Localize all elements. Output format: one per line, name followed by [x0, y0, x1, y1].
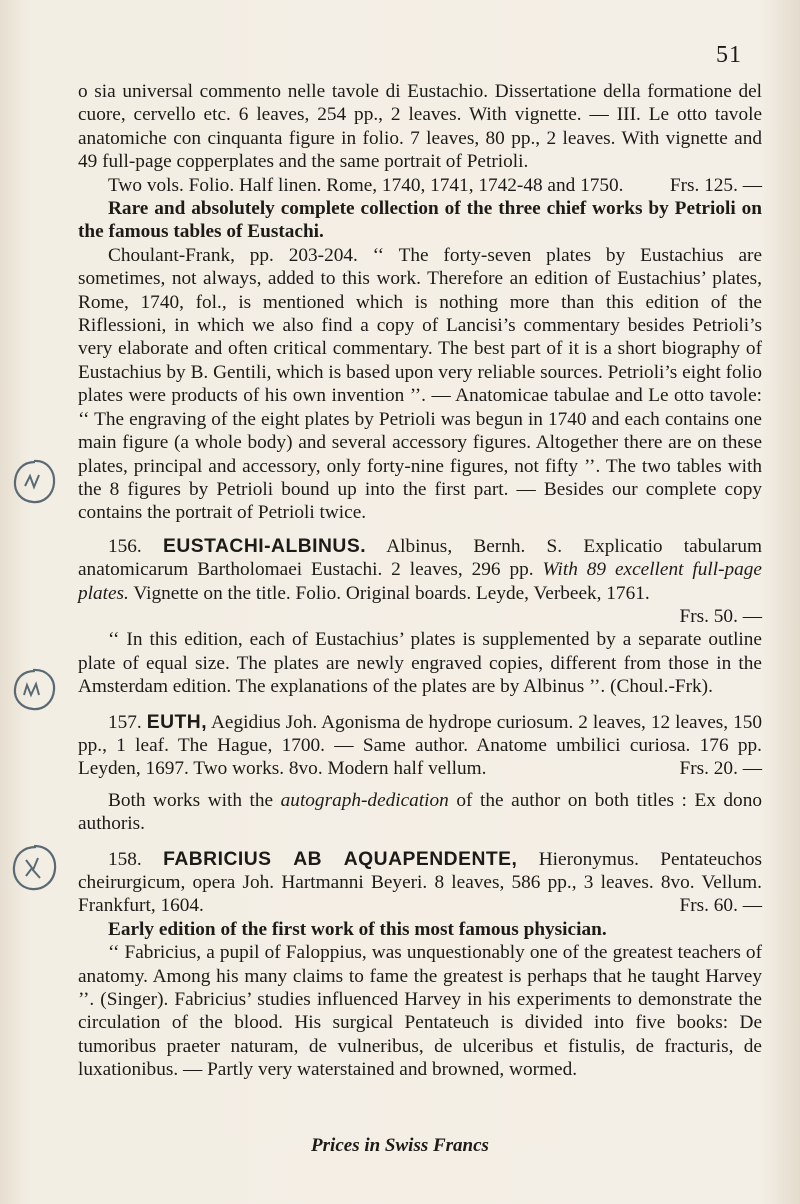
entry-note: ‘‘ In this edition, each of Eustachius’ plates is supplemented by a separate outline plate of equal size. The plates are newly engraved copies, different from those in the Amsterdam edition. The explanations of the plates are by Albinus ’’. (Choul.-Frk).: [78, 629, 762, 698]
entry-158: [78, 848, 762, 918]
page-footer: Prices in Swiss Francs: [311, 1135, 489, 1156]
entry-highlight: With 89 excellent full-page plates.: [78, 559, 762, 604]
entry-details: Vignette on the title. Folio. Original boards. Leyde, Verbeek, 1761.: [133, 582, 650, 604]
page-number: 51: [716, 42, 742, 68]
entry-157: [78, 711, 762, 781]
intro-note: Choulant-Frank, pp. 203-204. ‘‘ The forty-seven plates by Eustachius are sometimes, not always, added to this work. Therefore an edition of Eustachius’ plates, Rome, 1740, fol., is mentioned which is nothing more than this edition of the Riflessioni, in which we also find a copy of Lancisi’s commentary besides Petrioli’s very elaborate and often critical commentary. The best part of it is a short biography of Eustachius by B. Gentili, which is based upon very reliable sources. Petrioli’s eight folio plates were products of his own invention ’’. — Anatomicae tabulae and Le otto tavole: ‘‘ The engraving of the eight plates by Petrioli was begun in 1740 and each contains one main figure (a whole body) and several accessory figures. Altogether there are on these plates, principal and accessory, only forty-nine figures, not fifty ’’. The two tables with the 8 figures by Petrioli bound up into the first part. — Besides our complete copy contains the portrait of Petrioli twice.: [78, 244, 762, 524]
entry-number: 158.: [108, 848, 142, 870]
entry-price: Frs. 20. —: [679, 758, 762, 780]
entry-title: EUSTACHI-ALBINUS.: [162, 535, 367, 557]
entry-highlight: Early edition of the first work of this most famous physician.: [108, 918, 607, 940]
entry-note-emphasis: autograph-dedication: [280, 789, 449, 811]
entry-title: FABRICIUS AB AQUAPENDENTE,: [163, 848, 518, 870]
intro-price: Frs. 125. —: [669, 174, 762, 196]
entry-price: Frs. 50. —: [679, 605, 762, 627]
entry-title: EUTH,: [146, 711, 208, 733]
entry-note-prefix: Both works with the: [108, 789, 274, 811]
entry-description: Hieronymus. Pentateuchos cheirurgicum, opera Joh. Hartmanni Beyeri. 8 leaves, 586 pp., 3 leaves. 8vo. Vellum. Frankfurt, 1604.: [78, 848, 762, 917]
hand-drawn-circle-mark: [8, 456, 60, 508]
entry-note: ‘‘ Fabricius, a pupil of Faloppius, was unquestionably one of the greatest teachers of anatomy. Among his many claims to fame the greatest is perhaps that he taught Harvey ’’. (Singer). Fabricius’ studies influenced Harvey in his experiments to demonstrate the circulation of the blood. His surgical Pentateuch is divided into five books: De tumoribus praeter naturam, de vulneribus, de ulceribus et fistulis, de fracturis, de luxationibus. — Partly very waterstained and browned, wormed.: [78, 942, 762, 1081]
intro-paragraph: o sia universal commento nelle tavole di Eustachio. Dissertatione della formatione del cuore, cervello etc. 6 leaves, 254 pp., 2 leaves. With vignette. — III. Le otto tavole anatomiche con cinquanta figure in folio. 7 leaves, 80 pp., 2 leaves. With vignette and 49 full-page copperplates and the same portrait of Petrioli.: [78, 81, 762, 173]
entry-156: [78, 535, 762, 627]
intro-highlight: Rare and absolutely complete collection of the three chief works by Petrioli on the famous tables of Eustachi.: [78, 198, 762, 243]
entry-price: Frs. 60. —: [679, 895, 762, 917]
intro-publication-line: [78, 174, 762, 197]
catalogue-text: [78, 80, 762, 1082]
entry-description: Aegidius Joh. Agonisma de hydrope curiosum. 2 leaves, 12 leaves, 150 pp., 1 leaf. The Hague, 1700. — Same author. Anatome umbilici curiosa. 176 pp. Leyden, 1697. Two works. 8vo. Modern half vellum.: [78, 711, 762, 780]
entry-note: [78, 789, 762, 836]
hand-drawn-circle-mark: [8, 842, 60, 894]
intro-imprint: Two vols. Folio. Half linen. Rome, 1740, 1741, 1742-48 and 1750.: [108, 174, 624, 196]
entry-note-suffix: of the author on both titles : Ex dono authoris.: [78, 789, 762, 835]
entry-number: 157.: [108, 711, 142, 733]
entry-description: Albinus, Bernh. S. Explicatio tabularum anatomicarum Bartholomaei Eustachi. 2 leaves, 296 pp.: [78, 535, 762, 581]
hand-drawn-circle-mark: [8, 664, 60, 716]
entry-number: 156.: [108, 535, 142, 557]
